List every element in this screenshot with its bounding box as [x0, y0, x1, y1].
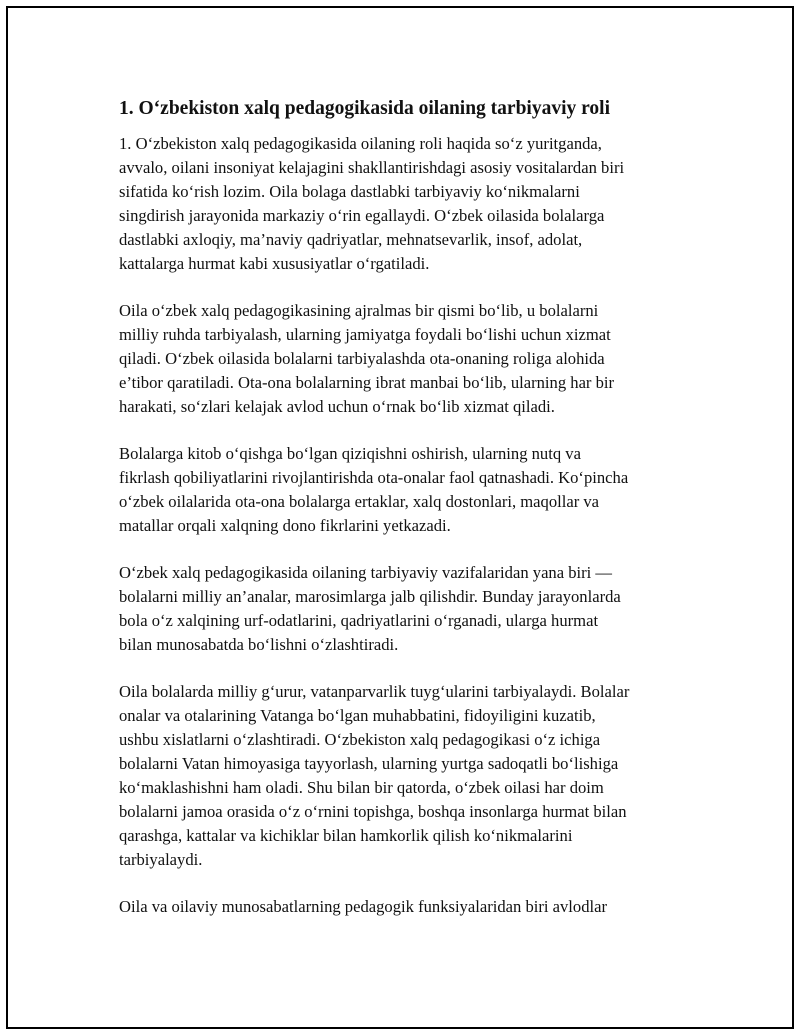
- paragraph: [119, 895, 694, 919]
- text-line: bolalarni milliy an’analar, marosimlarga jalb qilishdir. Bunday jarayonlarda: [119, 587, 621, 606]
- text-line: sifatida ko‘rish lozim. Oila bolaga dastlabki tarbiyaviy ko‘nikmalarni: [119, 182, 580, 201]
- text-line: Bolalarga kitob o‘qishga bo‘lgan qiziqishni oshirish, ularning nutq va: [119, 444, 581, 463]
- section-heading: 1. O‘zbekiston xalq pedagogikasida oilaning tarbiyaviy roli: [119, 98, 611, 119]
- text-line: matallar orqali xalqning dono fikrlarini yetkazadi.: [119, 516, 451, 535]
- page-frame: [6, 6, 794, 1029]
- text-line: Oila o‘zbek xalq pedagogikasining ajralmas bir qismi bo‘lib, u bolalarni: [119, 301, 599, 320]
- paragraph: [119, 299, 694, 419]
- paragraph: [119, 561, 694, 657]
- text-line: avvalo, oilani insoniyat kelajagini shakllantirishdagi asosiy vositalardan biri: [119, 158, 625, 177]
- paragraph: [119, 680, 694, 872]
- text-line: fikrlash qobiliyatlarini rivojlantirishda ota-onalar faol qatnashadi. Ko‘pincha: [119, 468, 629, 487]
- text-line: dastlabki axloqiy, ma’naviy qadriyatlar, mehnatsevarlik, insof, adolat,: [119, 230, 583, 249]
- text-line: bolalarni Vatan himoyasiga tayyorlash, ularning yurtga sadoqatli bo‘lishiga: [119, 754, 619, 773]
- text-line: singdirish jarayonida markaziy o‘rin egallaydi. O‘zbek oilasida bolalarga: [119, 206, 605, 225]
- text-line: Oila bolalarda milliy g‘urur, vatanparvarlik tuyg‘ularini tarbiyalaydi. Bolalar: [119, 682, 630, 701]
- text-line: ushbu xislatlarni o‘zlashtiradi. O‘zbekiston xalq pedagogikasi o‘z ichiga: [119, 730, 601, 749]
- text-line: onalar va otalarining Vatanga bo‘lgan muhabbatini, fidoyiligini kuzatib,: [119, 706, 596, 725]
- paragraph: [119, 132, 694, 276]
- text-line: qarashga, kattalar va kichiklar bilan hamkorlik qilish ko‘nikmalarini: [119, 826, 573, 845]
- paragraph-list: [119, 132, 694, 919]
- text-line: bolalarni jamoa orasida o‘z o‘rnini topishga, boshqa insonlarga hurmat bilan: [119, 802, 627, 821]
- text-line: o‘zbek oilalarida ota-ona bolalarga ertaklar, xalq dostonlari, maqollar va: [119, 492, 600, 511]
- text-line: ko‘maklashishni ham oladi. Shu bilan bir qatorda, o‘zbek oilasi har doim: [119, 778, 604, 797]
- text-line: 1. O‘zbekiston xalq pedagogikasida oilaning roli haqida so‘z yuritganda,: [119, 134, 602, 153]
- text-line: kattalarga hurmat kabi xususiyatlar o‘rgatiladi.: [119, 254, 430, 273]
- text-line: tarbiyalaydi.: [119, 850, 203, 869]
- text-line: bola o‘z xalqining urf-odatlarini, qadriyatlarini o‘rganadi, ularga hurmat: [119, 611, 599, 630]
- document-body: [119, 96, 694, 942]
- text-line: milliy ruhda tarbiyalash, ularning jamiyatga foydali bo‘lishi uchun xizmat: [119, 325, 611, 344]
- text-line: bilan munosabatda bo‘lishni o‘zlashtiradi.: [119, 635, 399, 654]
- text-line: Oila va oilaviy munosabatlarning pedagogik funksiyalaridan biri avlodlar: [119, 897, 608, 916]
- text-line: harakati, so‘zlari kelajak avlod uchun o‘rnak bo‘lib xizmat qiladi.: [119, 397, 555, 416]
- text-line: e’tibor qaratiladi. Ota-ona bolalarning ibrat manbai bo‘lib, ularning har bir: [119, 373, 615, 392]
- paragraph: [119, 442, 694, 538]
- text-line: O‘zbek xalq pedagogikasida oilaning tarbiyaviy vazifalaridan yana biri —: [119, 563, 613, 582]
- text-line: qiladi. O‘zbek oilasida bolalarni tarbiyalashda ota-onaning roliga alohida: [119, 349, 605, 368]
